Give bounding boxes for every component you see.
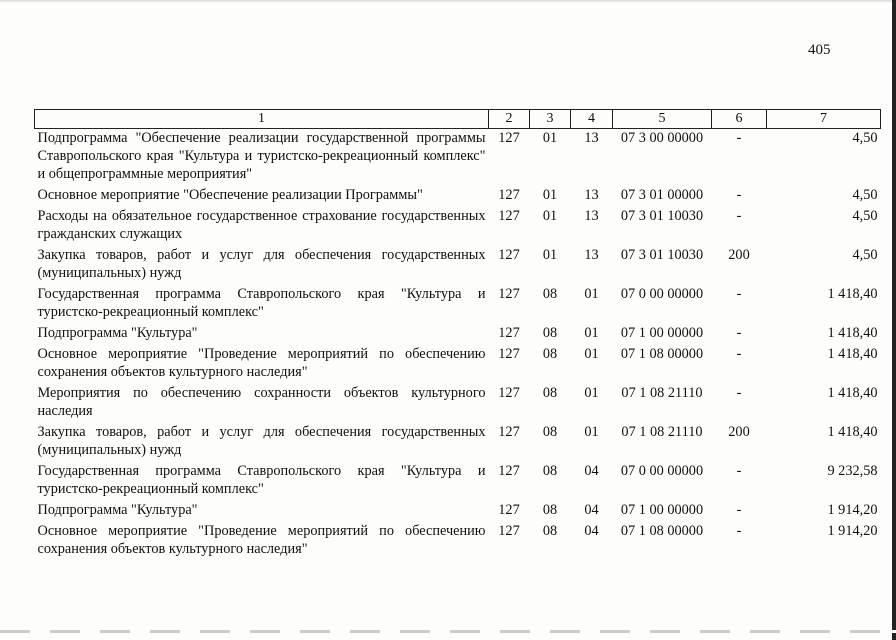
row-ministry: 127 [498, 523, 520, 539]
row-section: 08 [542, 424, 558, 440]
header-col-3: 3 [530, 110, 571, 129]
row-section: 01 [542, 130, 558, 146]
row-expense-type: - [736, 385, 742, 401]
header-col-5: 5 [613, 110, 712, 129]
row-ministry: 127 [498, 463, 520, 479]
row-amount: 1 418,40 [827, 424, 878, 440]
row-section: 01 [542, 187, 558, 203]
row-subsection: 04 [584, 523, 599, 539]
row-name: Основное мероприятие "Проведение мероприятий по обеспечению сохранения объектов культурного наследия" [37, 346, 486, 380]
table-row [35, 462, 881, 501]
row-name: Закупка товаров, работ и услуг для обеспечения государственных (муниципальных) нужд [37, 424, 486, 458]
table-row [35, 501, 881, 522]
row-ministry: 127 [498, 502, 520, 518]
row-name: Подпрограмма "Культура" [37, 502, 198, 518]
scan-bottom-noise [0, 630, 896, 633]
row-ministry: 127 [498, 424, 520, 440]
row-subsection: 13 [584, 247, 599, 263]
row-name: Основное мероприятие "Обеспечение реализации Программы" [37, 187, 423, 203]
scan-top-edge [0, 0, 896, 3]
row-ministry: 127 [498, 325, 520, 341]
row-amount: 4,50 [852, 208, 878, 224]
row-ministry: 127 [498, 247, 520, 263]
row-target-article: 07 3 01 00000 [620, 187, 704, 203]
row-amount: 1 418,40 [827, 325, 878, 341]
row-amount: 4,50 [852, 187, 878, 203]
row-expense-type: 200 [728, 424, 750, 440]
row-amount: 1 914,20 [827, 523, 878, 539]
row-subsection: 13 [584, 130, 599, 146]
row-amount: 4,50 [852, 247, 878, 263]
row-ministry: 127 [498, 187, 520, 203]
row-target-article: 07 3 01 10030 [620, 208, 704, 224]
row-target-article: 07 3 00 00000 [620, 130, 704, 146]
row-amount: 1 418,40 [827, 385, 878, 401]
row-name: Подпрограмма "Обеспечение реализации государственной программы Ставропольского края "Культура и туристско-рекреационный комплекс" и общепрограммные мероприятия" [37, 130, 486, 182]
row-name: Государственная программа Ставропольского края "Культура и туристско-рекреационный комплекс" [37, 286, 486, 320]
row-subsection: 01 [584, 385, 599, 401]
row-subsection: 01 [584, 424, 599, 440]
row-target-article: 07 1 00 00000 [620, 502, 704, 518]
table-row [35, 384, 881, 423]
budget-table [34, 109, 881, 561]
row-ministry: 127 [498, 286, 520, 302]
row-amount: 1 418,40 [827, 346, 878, 362]
row-expense-type: - [736, 325, 742, 341]
row-name: Государственная программа Ставропольского края "Культура и туристско-рекреационный комплекс" [37, 463, 486, 497]
row-amount: 4,50 [852, 130, 878, 146]
header-col-7: 7 [767, 110, 881, 129]
row-expense-type: - [736, 346, 742, 362]
row-section: 08 [542, 523, 558, 539]
row-target-article: 07 3 01 10030 [620, 247, 704, 263]
row-section: 08 [542, 346, 558, 362]
row-ministry: 127 [498, 346, 520, 362]
row-target-article: 07 1 00 00000 [620, 325, 704, 341]
row-amount: 9 232,58 [827, 463, 878, 479]
row-expense-type: - [736, 130, 742, 146]
row-expense-type: - [736, 502, 742, 518]
header-col-1: 1 [35, 110, 489, 129]
row-expense-type: - [736, 286, 742, 302]
row-amount: 1 418,40 [827, 286, 878, 302]
row-subsection: 13 [584, 187, 599, 203]
row-target-article: 07 1 08 21110 [621, 424, 703, 440]
row-target-article: 07 0 00 00000 [620, 463, 704, 479]
row-ministry: 127 [498, 385, 520, 401]
row-expense-type: - [736, 208, 742, 224]
row-target-article: 07 1 08 00000 [620, 523, 704, 539]
table-row [35, 285, 881, 324]
header-row [35, 110, 881, 129]
row-section: 01 [542, 208, 558, 224]
row-expense-type: 200 [728, 247, 750, 263]
row-target-article: 07 0 00 00000 [620, 286, 704, 302]
row-section: 08 [542, 286, 558, 302]
table-row [35, 246, 881, 285]
row-name: Расходы на обязательное государственное страхование государственных гражданских служащих [37, 208, 486, 242]
header-col-2: 2 [489, 110, 530, 129]
row-name: Основное мероприятие "Проведение мероприятий по обеспечению сохранения объектов культурного наследия" [37, 523, 486, 557]
row-section: 08 [542, 463, 558, 479]
row-section: 01 [542, 247, 558, 263]
row-target-article: 07 1 08 21110 [621, 385, 703, 401]
row-subsection: 04 [584, 502, 599, 518]
row-section: 08 [542, 325, 558, 341]
header-col-6: 6 [712, 110, 767, 129]
row-expense-type: - [736, 523, 742, 539]
header-col-4: 4 [571, 110, 613, 129]
table-row [35, 129, 881, 187]
table-row [35, 186, 881, 207]
table-row [35, 324, 881, 345]
row-section: 08 [542, 385, 558, 401]
table-row [35, 423, 881, 462]
row-expense-type: - [736, 463, 742, 479]
page-number: 405 [808, 42, 831, 58]
table-row [35, 522, 881, 561]
table-row [35, 345, 881, 384]
row-name: Подпрограмма "Культура" [37, 325, 198, 341]
row-amount: 1 914,20 [827, 502, 878, 518]
row-section: 08 [542, 502, 558, 518]
table-row [35, 207, 881, 246]
row-name: Закупка товаров, работ и услуг для обеспечения государственных (муниципальных) нужд [37, 247, 486, 281]
row-ministry: 127 [498, 130, 520, 146]
row-subsection: 01 [584, 346, 599, 362]
row-subsection: 01 [584, 286, 599, 302]
row-target-article: 07 1 08 00000 [620, 346, 704, 362]
row-ministry: 127 [498, 208, 520, 224]
row-subsection: 04 [584, 463, 599, 479]
row-subsection: 13 [584, 208, 599, 224]
scan-right-edge [892, 0, 896, 640]
row-subsection: 01 [584, 325, 599, 341]
row-name: Мероприятия по обеспечению сохранности объектов культурного наследия [37, 385, 486, 419]
row-expense-type: - [736, 187, 742, 203]
